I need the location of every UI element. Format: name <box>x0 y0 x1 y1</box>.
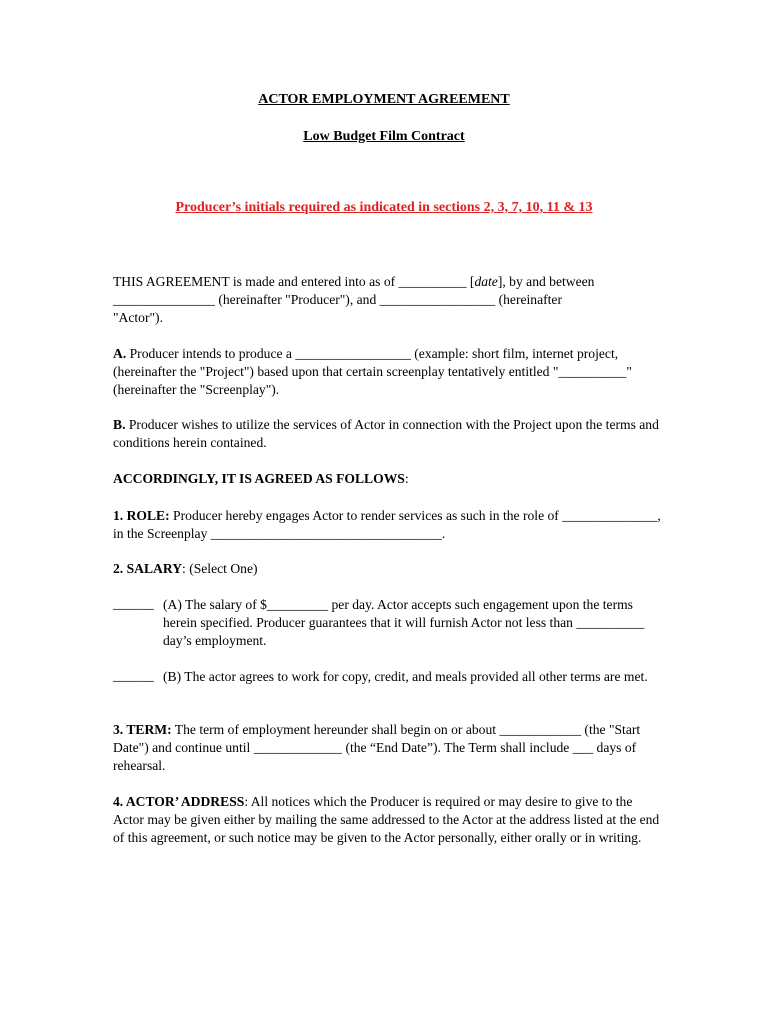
salary-option-b-blank: ______ <box>113 668 154 683</box>
section-b <box>113 416 661 452</box>
section-role <box>113 507 661 543</box>
accordingly-label: ACCORDINGLY, IT IS AGREED AS FOLLOWS <box>113 471 405 486</box>
section-salary <box>113 560 661 578</box>
intro-date-word: date <box>474 274 498 289</box>
address-text: : All notices which the Producer is required or may desire to give to the Actor may be given either by mailing the same addressed to the Actor at the address listed at the end of this agreement, or such notice may be given to the Actor personally, either orally or in writing. <box>113 794 660 845</box>
document-title: ACTOR EMPLOYMENT AGREEMENT <box>258 92 510 107</box>
salary-option-a-text: (A) The salary of $_________ per day. Actor accepts such engagement upon the terms herein specified. Producer guarantees that it will furnish Actor not less than __________ day’s employment. <box>163 597 645 648</box>
salary-option-a-blank: ______ <box>113 596 154 611</box>
intro-line-1-start: THIS AGREEMENT is made and entered into as of __________ [ <box>113 274 475 289</box>
intro-line-3: "Actor"). <box>113 310 163 325</box>
section-a <box>113 345 661 399</box>
address-label: 4. ACTOR’ ADDRESS <box>113 794 245 809</box>
document-subtitle: Low Budget Film Contract <box>303 129 465 144</box>
salary-option-b-text: (B) The actor agrees to work for copy, credit, and meals provided all other terms are met. <box>163 669 648 684</box>
role-text: Producer hereby engages Actor to render services as such in the role of ______________, in the Screenplay __________________________________. <box>113 508 661 541</box>
section-b-label: B. <box>113 417 126 432</box>
section-a-text: Producer intends to produce a _________________ (example: short film, internet project, (hereinafter the "Project") based upon that certain screenplay tentatively entitled "__________" (hereinafter the "Screenplay"). <box>113 346 632 397</box>
role-label: 1. ROLE: <box>113 508 170 523</box>
initials-notice: Producer’s initials required as indicated in sections 2, 3, 7, 10, 11 & 13 <box>175 200 593 215</box>
intro-line-1-end: ], by and between <box>497 274 595 289</box>
salary-label: 2. SALARY <box>113 561 183 576</box>
section-a-label: A. <box>113 346 127 361</box>
section-address <box>113 793 661 847</box>
accordingly-suffix: : <box>404 471 409 486</box>
intro-line-2: _______________ (hereinafter "Producer"), and _________________ (hereinafter <box>113 292 562 307</box>
section-b-text: Producer wishes to utilize the services of Actor in connection with the Project upon the terms and conditions herein contained. <box>113 417 659 450</box>
section-term <box>113 721 661 775</box>
term-text: The term of employment hereunder shall begin on or about ____________ (the "Start Date") and continue until _____________ (the “End Date”). The Term shall include ___ days of rehearsal. <box>113 722 641 773</box>
salary-text: : (Select One) <box>182 561 258 576</box>
accordingly-heading <box>113 470 661 488</box>
term-label: 3. TERM: <box>113 722 172 737</box>
intro-paragraph <box>113 273 661 327</box>
intro-line-1 <box>113 273 661 291</box>
